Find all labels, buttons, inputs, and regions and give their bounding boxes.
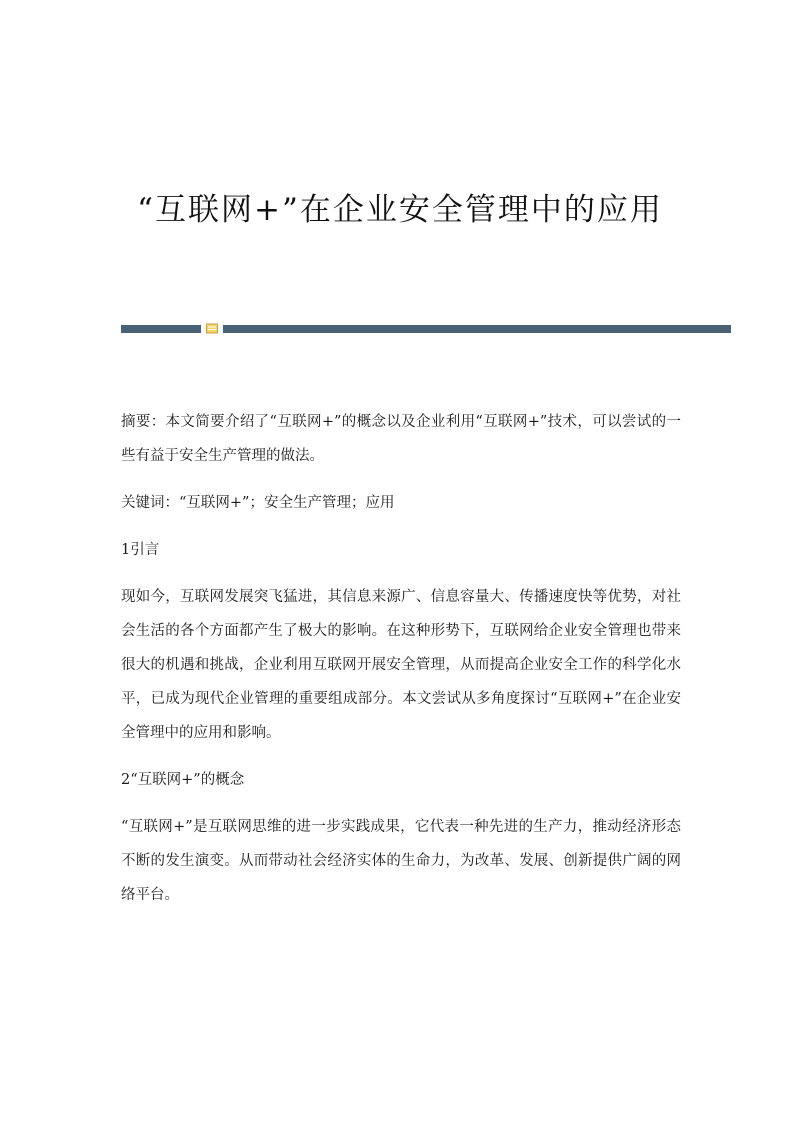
keywords-line: 关键词：“互联网+”；安全生产管理；应用	[121, 495, 395, 511]
document-title: “互联网+”在企业安全管理中的应用	[137, 192, 663, 228]
section-heading-introduction: 1引言	[121, 542, 160, 558]
divider-emblem-icon	[206, 323, 218, 334]
section-heading-concept: 2“互联网+”的概念	[121, 772, 245, 788]
divider-bar-left	[121, 325, 201, 333]
section-body-concept: “互联网+”是互联网思维的进一步实践成果，它代表一种先进的生产力，推动经济形态不断的发生演变。从而带动社会经济实体的生命力，为改革、发展、创新提供广阔的网络平台。	[121, 819, 681, 903]
title-divider	[121, 325, 731, 333]
document-body	[121, 405, 681, 925]
abstract-paragraph: 摘要：本文简要介绍了“互联网+”的概念以及企业利用“互联网+”技术，可以尝试的一些有益于安全生产管理的做法。	[121, 414, 681, 464]
section-body-introduction: 现如今，互联网发展突飞猛进，其信息来源广、信息容量大、传播速度快等优势，对社会生活的各个方面都产生了极大的影响。在这种形势下，互联网给企业安全管理也带来很大的机遇和挑战，企业利用互联网开展安全管理，从而提高企业安全工作的科学化水平，已成为现代企业管理的重要组成部分。本文尝试从多角度探讨“互联网+”在企业安全管理中的应用和影响。	[121, 589, 681, 741]
divider-bar-right	[223, 325, 731, 333]
